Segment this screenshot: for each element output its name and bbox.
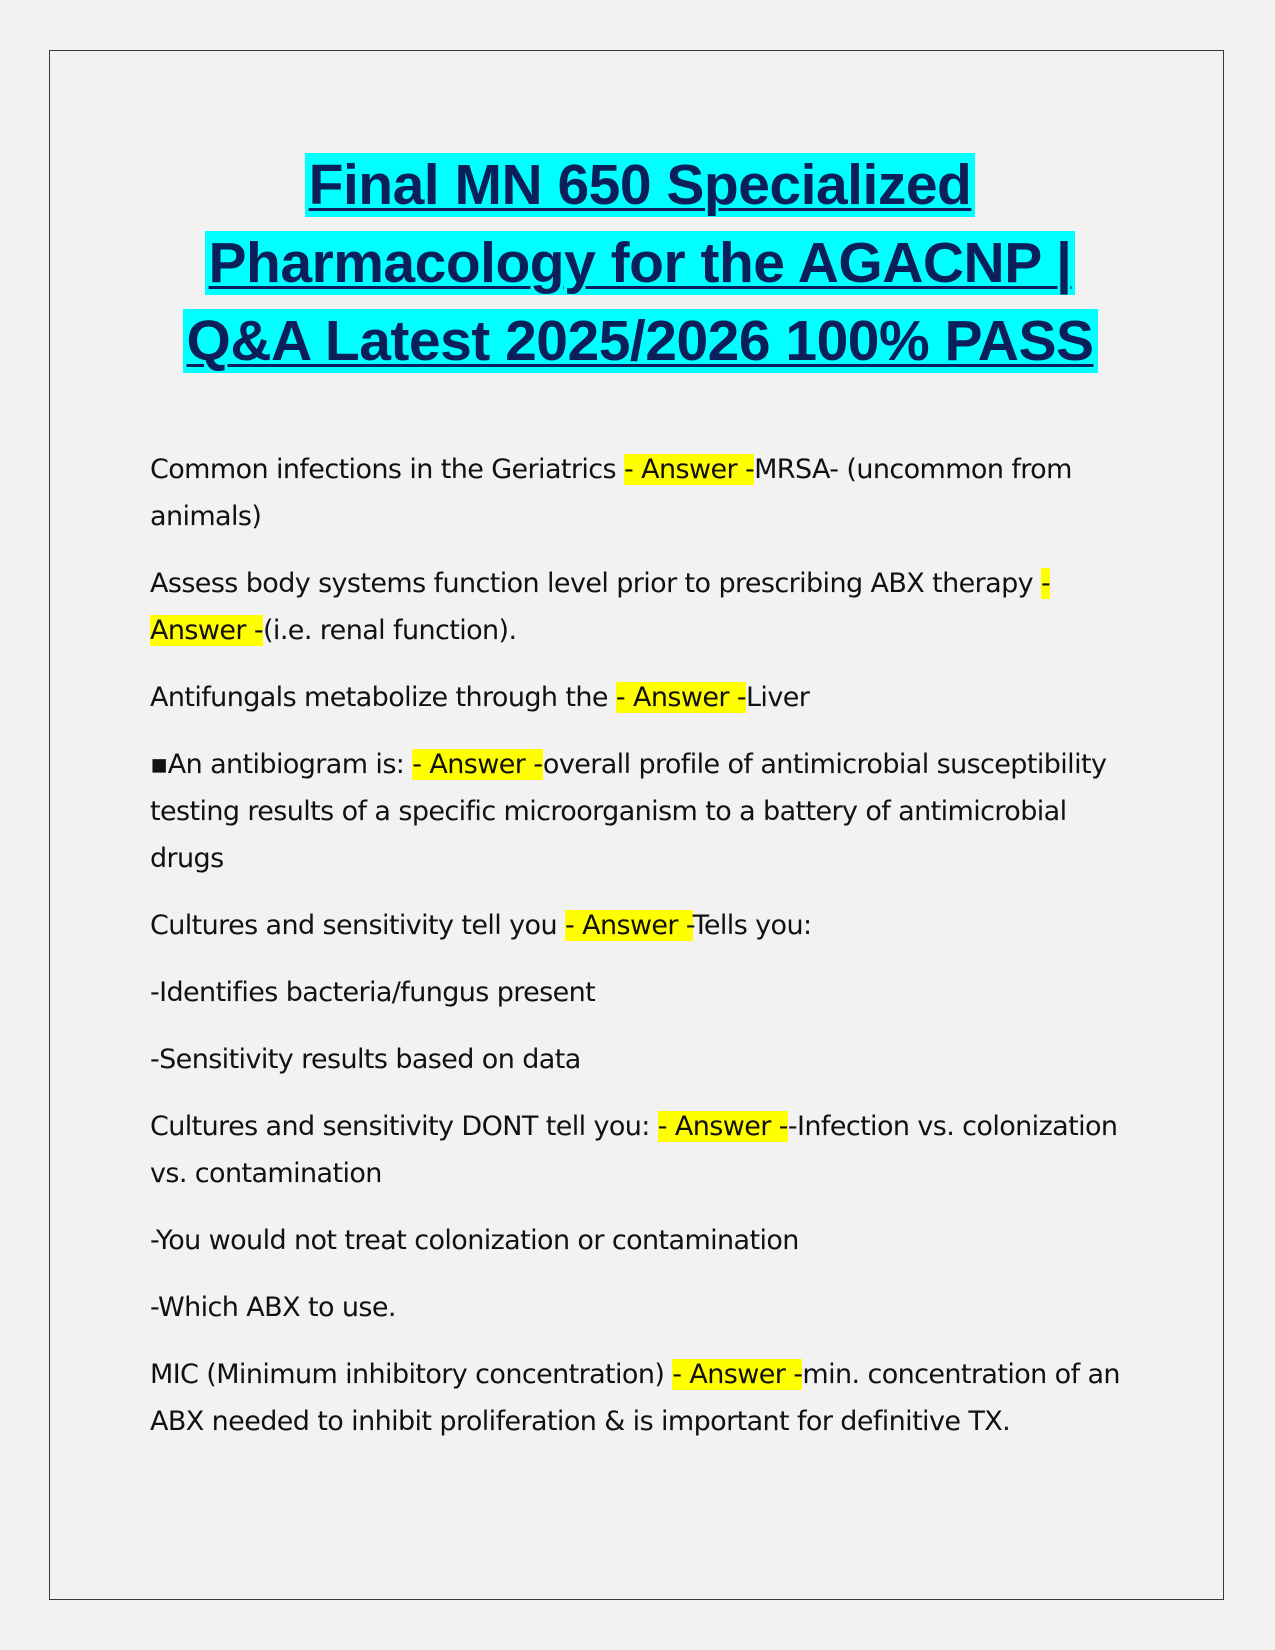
question-text: Antifungals metabolize through the xyxy=(150,682,616,713)
qa-item-6 xyxy=(150,1103,1135,1197)
question-text: Cultures and sensitivity DONT tell you: xyxy=(150,1111,658,1142)
qa-item-5 xyxy=(150,902,1135,949)
answer-text: Tells you: xyxy=(692,910,812,941)
answer-text: min. concentration of an ABX needed to inhibit proliferation & is important for definitive TX. xyxy=(150,1359,1120,1437)
title-line-3: Q&A Latest 2025/2026 100% PASS xyxy=(120,302,1160,380)
title-line-2: Pharmacology for the AGACNP | xyxy=(120,224,1160,302)
answer-text: overall profile of antimicrobial susceptibility testing results of a specific microorganism to a battery of antimicrobial drugs xyxy=(150,749,1107,874)
answer-text: Liver xyxy=(745,682,810,713)
answer-text: -Infection vs. colonization vs. contamination xyxy=(150,1111,1118,1189)
answer-marker: - Answer - xyxy=(564,910,693,941)
document-title xyxy=(120,146,1160,380)
question-text: Assess body systems function level prior to prescribing ABX therapy xyxy=(150,568,1042,599)
question-text: Cultures and sensitivity tell you xyxy=(150,910,565,941)
qa-item-3 xyxy=(150,674,1135,721)
question-text: ▪An antibiogram is: xyxy=(150,749,413,780)
question-text: MIC (Minimum inhibitory concentration) xyxy=(150,1359,673,1390)
answer-text: MRSA- (uncommon from animals) xyxy=(150,454,1072,532)
answer-text: (i.e. renal function). xyxy=(262,615,517,646)
answer-marker: - Answer - xyxy=(150,568,1051,646)
qa-item-2 xyxy=(150,560,1135,654)
qa-content xyxy=(150,446,1135,1465)
detail-line: -Which ABX to use. xyxy=(150,1292,396,1323)
qa-item-7 xyxy=(150,1351,1135,1445)
qa-item-1 xyxy=(150,446,1135,540)
qa-item-4 xyxy=(150,741,1135,882)
title-line-1: Final MN 650 Specialized xyxy=(120,146,1160,224)
answer-marker: - Answer - xyxy=(615,682,746,713)
detail-line: -Sensitivity results based on data xyxy=(150,1044,581,1075)
detail-line: -You would not treat colonization or contamination xyxy=(150,1225,799,1256)
answer-marker: - Answer - xyxy=(657,1111,788,1142)
question-text: Common infections in the Geriatrics xyxy=(150,454,624,485)
answer-marker: - Answer - xyxy=(412,749,543,780)
detail-line: -Identifies bacteria/fungus present xyxy=(150,977,596,1008)
answer-marker: - Answer - xyxy=(672,1359,803,1390)
answer-marker: - Answer - xyxy=(624,454,755,485)
